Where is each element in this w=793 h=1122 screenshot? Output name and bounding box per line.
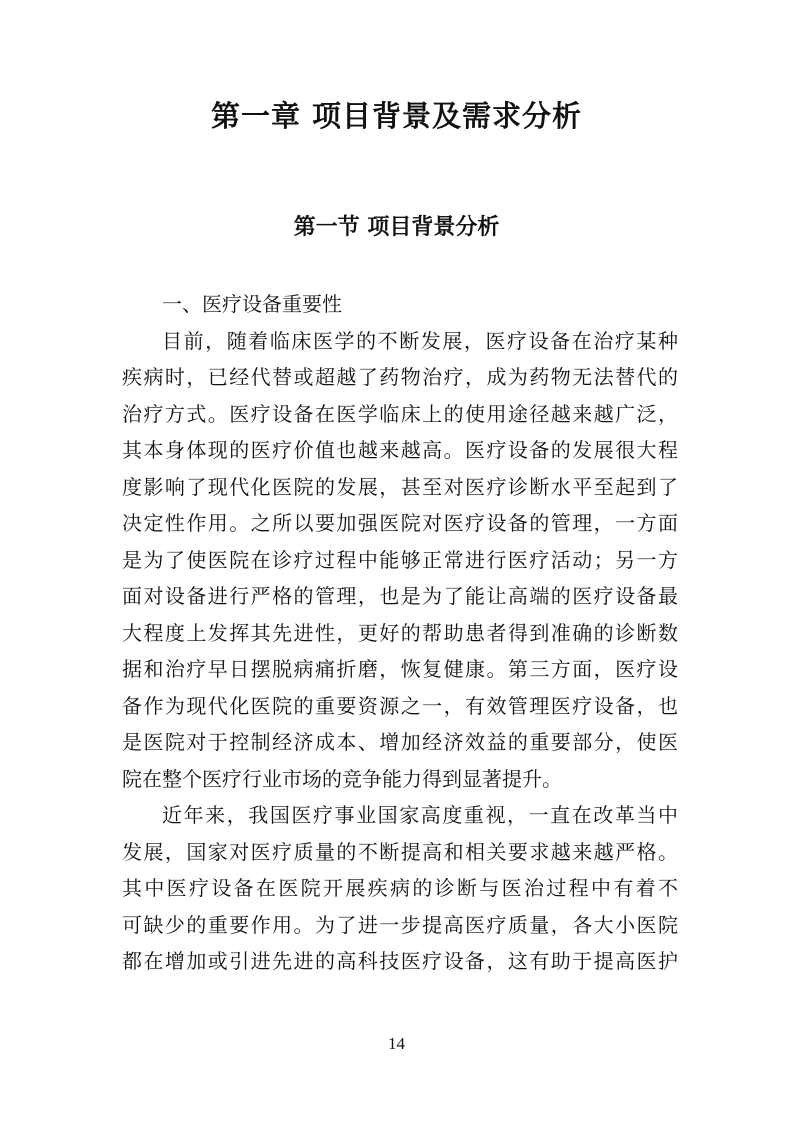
text-line: 大程度上发挥其先进性，更好的帮助患者得到准确的诊断数	[122, 620, 678, 645]
text-line: 可缺少的重要作用。为了进一步提高医疗质量，各大小医院	[122, 912, 678, 937]
text-line: 院在整个医疗行业市场的竞争能力得到显著提升。	[122, 766, 562, 791]
text-line: 备作为现代化医院的重要资源之一，有效管理医疗设备，也	[122, 693, 678, 718]
text-line: 近年来，我国医疗事业国家高度重视，一直在改革当中	[162, 803, 678, 827]
text-line: 是医院对于控制经济成本、增加经济效益的重要部分，使医	[122, 730, 678, 754]
text-line: 面对设备进行严格的管理，也是为了能让高端的医疗设备最	[122, 584, 678, 608]
body-text	[122, 286, 678, 980]
text-line: 其本身体现的医疗价值也越来越高。医疗设备的发展很大程	[122, 438, 678, 462]
paragraph-2	[122, 797, 678, 980]
subheading: 一、医疗设备重要性	[162, 292, 342, 316]
text-line: 是为了使医院在诊疗过程中能够正常进行医疗活动；另一方	[122, 547, 678, 572]
text-line: 据和治疗早日摆脱病痛折磨，恢复健康。第三方面，医疗设	[122, 657, 678, 681]
text-line: 其中医疗设备在医院开展疾病的诊断与医治过程中有着不	[122, 876, 678, 900]
section-title: 第一节 项目背景分析	[293, 215, 500, 240]
chapter-title: 第一章 项目背景及需求分析	[210, 99, 583, 133]
text-line: 决定性作用。之所以要加强医院对医疗设备的管理，一方面	[122, 511, 678, 535]
paragraph-1	[122, 323, 678, 798]
text-line: 度影响了现代化医院的发展，甚至对医疗诊断水平至起到了	[122, 474, 678, 499]
text-line: 目前，随着临床医学的不断发展，医疗设备在治疗某种	[162, 328, 678, 353]
page-number: 14	[388, 1034, 405, 1053]
text-line: 都在增加或引进先进的高科技医疗设备，这有助于提高医护	[122, 949, 678, 973]
text-line: 治疗方式。医疗设备在医学临床上的使用途径越来越广泛，	[122, 401, 678, 426]
text-line: 发展，国家对医疗质量的不断提高和相关要求越来越严格。	[122, 839, 678, 864]
text-line: 疾病时，已经代替或超越了药物治疗，成为药物无法替代的	[122, 365, 678, 389]
